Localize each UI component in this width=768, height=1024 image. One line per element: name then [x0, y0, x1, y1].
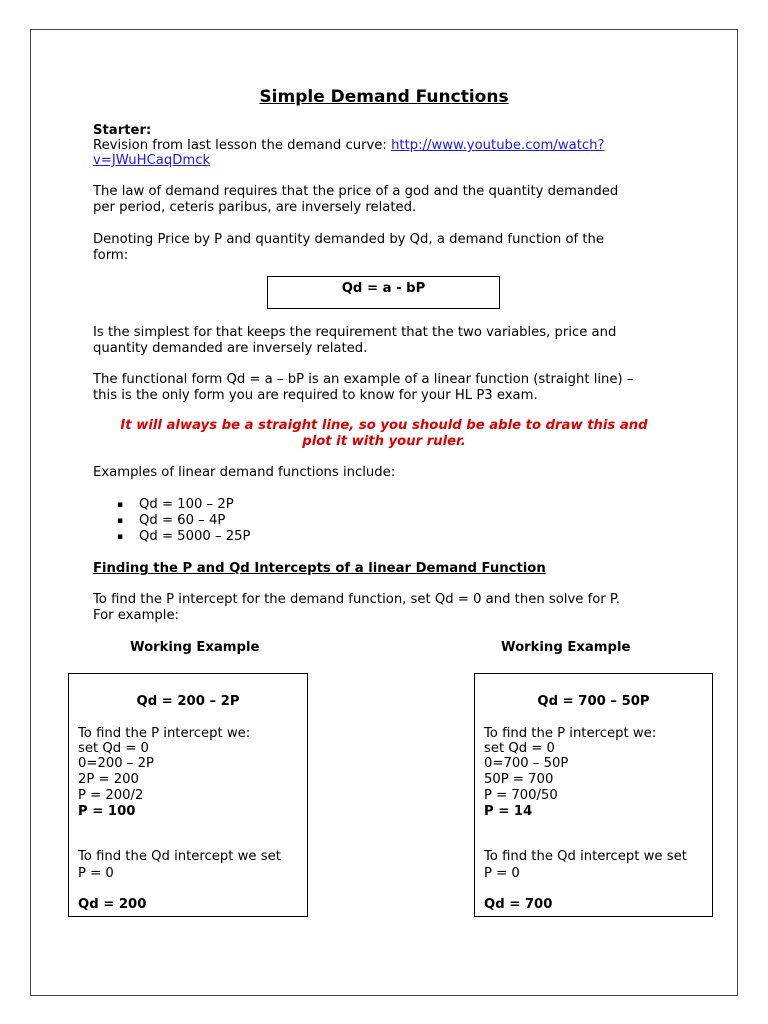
- intercepts-heading: Finding the P and Qd Intercepts of a linear Demand Function: [93, 561, 546, 576]
- youtube-link[interactable]: http://www.youtube.com/watch?: [391, 138, 605, 153]
- step-line: 0=700 – 50P: [484, 756, 569, 771]
- working-example-title-right: Working Example: [501, 640, 631, 655]
- qd-step-line: P = 0: [78, 866, 114, 881]
- functional-form-line2: this is the only form you are required to know for your HL P3 exam.: [93, 388, 538, 403]
- simplest-line1: Is the simplest for that keeps the requirement that the two variables, price and: [93, 325, 617, 340]
- highlight-line2: plot it with your ruler.: [302, 434, 466, 449]
- p-intercept-intro: To find the P intercept we:: [484, 726, 657, 741]
- qd-intercept-intro: To find the Qd intercept we set: [484, 849, 687, 864]
- starter-label: Starter:: [93, 123, 152, 138]
- step-line: P = 200/2: [78, 788, 144, 803]
- simplest-line2: quantity demanded are inversely related.: [93, 341, 368, 356]
- formula-box: Qd = a - bP: [267, 276, 500, 309]
- step-line: 50P = 700: [484, 772, 554, 787]
- denoting-line1: Denoting Price by P and quantity demanded by Qd, a demand function of the: [93, 232, 605, 247]
- highlight-line1: It will always be a straight line, so you should be able to draw this and: [120, 418, 648, 433]
- working-example-title-left: Working Example: [130, 640, 260, 655]
- working-example-box-right: [474, 673, 713, 917]
- law-of-demand-line2: per period, ceteris paribus, are inversely related.: [93, 200, 417, 215]
- bullet-icon: ▪: [117, 500, 124, 510]
- qd-intercept-result: Qd = 700: [484, 897, 553, 912]
- p-intercept-result: P = 100: [78, 804, 136, 819]
- bullet-icon: ▪: [117, 532, 124, 542]
- step-line: 2P = 200: [78, 772, 139, 787]
- bullet-icon: ▪: [117, 516, 124, 526]
- example-equation: Qd = 200 – 2P: [136, 694, 240, 709]
- list-item: Qd = 100 – 2P: [139, 497, 234, 512]
- step-line: set Qd = 0: [78, 741, 149, 756]
- functional-form-line1: The functional form Qd = a – bP is an example of a linear function (straight line) –: [93, 372, 634, 387]
- p-intercept-result: P = 14: [484, 804, 533, 819]
- example-equation: Qd = 700 – 50P: [537, 694, 650, 709]
- working-example-box-left: [68, 673, 308, 917]
- law-of-demand-line1: The law of demand requires that the price of a god and the quantity demanded: [93, 184, 619, 199]
- examples-intro: Examples of linear demand functions include:: [93, 465, 396, 480]
- youtube-link-continued[interactable]: v=JWuHCaqDmck: [93, 153, 211, 168]
- qd-intercept-intro: To find the Qd intercept we set: [78, 849, 281, 864]
- p-intercept-intro: To find the P intercept we:: [78, 726, 251, 741]
- step-line: 0=200 – 2P: [78, 756, 154, 771]
- intercepts-line2: For example:: [93, 608, 180, 623]
- qd-step-line: P = 0: [484, 866, 520, 881]
- step-line: P = 700/50: [484, 788, 558, 803]
- list-item: Qd = 5000 – 25P: [139, 529, 251, 544]
- intercepts-line1: To find the P intercept for the demand function, set Qd = 0 and then solve for P.: [93, 592, 620, 607]
- starter-revision-text: Revision from last lesson the demand curve:: [93, 138, 392, 153]
- denoting-line2: form:: [93, 248, 129, 263]
- page-title: Simple Demand Functions: [259, 87, 509, 107]
- step-line: set Qd = 0: [484, 741, 555, 756]
- qd-intercept-result: Qd = 200: [78, 897, 147, 912]
- list-item: Qd = 60 – 4P: [139, 513, 226, 528]
- starter-text: [93, 138, 605, 154]
